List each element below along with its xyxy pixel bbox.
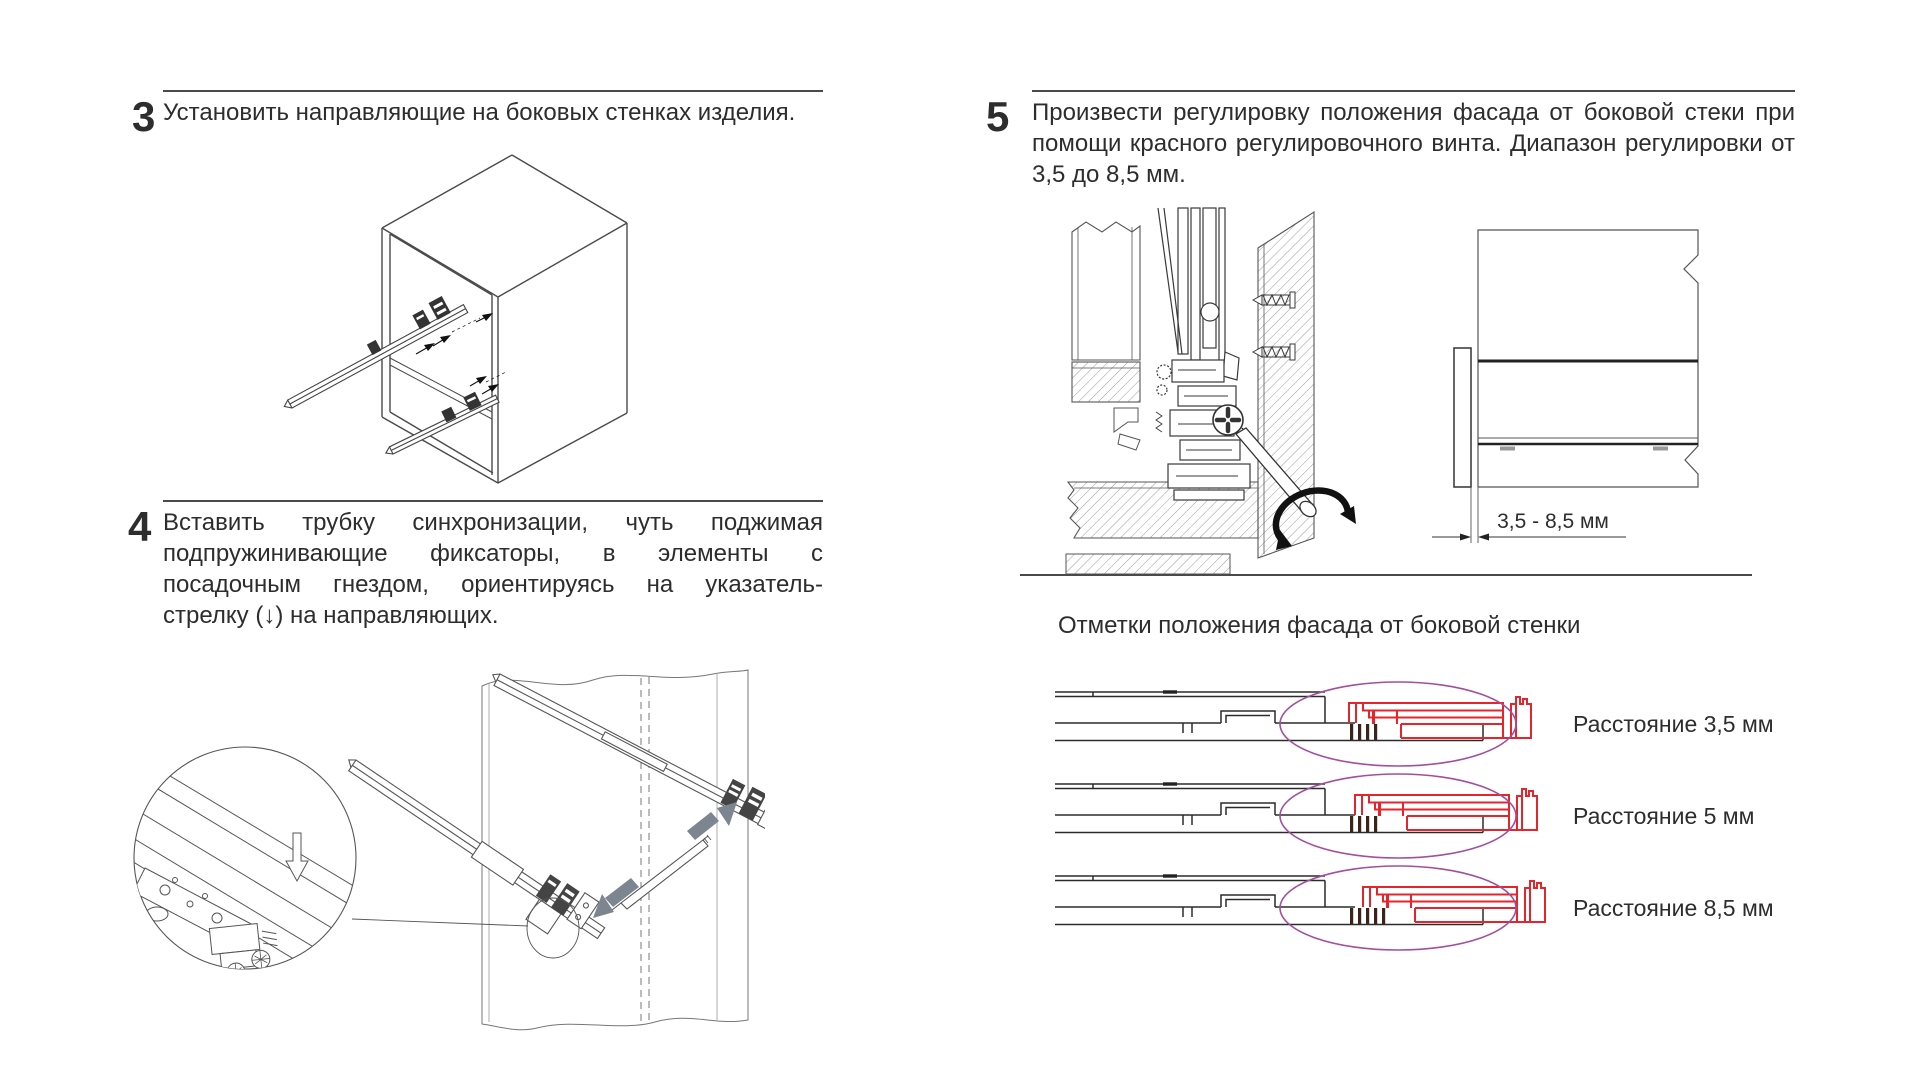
step4-text-line: стрелку (↓) на направляющих.: [163, 602, 499, 629]
scale-ticks: [1350, 908, 1385, 924]
step4-text-line: Вставить трубку синхронизации, чуть поджимая: [163, 509, 823, 536]
facade-position-row-figure: [1053, 864, 1553, 952]
facade-position-row-figure: [1053, 680, 1553, 768]
step3-number: 3: [132, 93, 156, 140]
step3-text-line: Установить направляющие на боковых стенках изделия.: [163, 99, 796, 126]
slide-mechanism: [1156, 208, 1250, 500]
step5-text: [1032, 97, 1795, 190]
step4-text: [163, 507, 823, 631]
slide-profile: [1055, 874, 1483, 924]
lower-band: [1066, 554, 1230, 574]
slide-tab: [1653, 447, 1668, 451]
dimension-label: 3,5 - 8,5 мм: [1497, 510, 1609, 533]
slide-tab: [1500, 447, 1515, 451]
step5-text-line: Произвести регулировку положения фасада от боковой стеки при: [1032, 99, 1795, 126]
scale-ticks: [1350, 816, 1377, 832]
scale-ticks: [1350, 724, 1377, 740]
facade-gap-side-view-figure: [1420, 198, 1780, 558]
mark-row-label: Расстояние 3,5 мм: [1573, 710, 1774, 737]
adjustment-screw: [1213, 405, 1243, 435]
red-adjuster: [1363, 881, 1545, 922]
step5-number: 5: [986, 93, 1010, 140]
slide-profile: [1055, 782, 1483, 832]
mark-row: [1053, 680, 1853, 772]
upper-slide: [274, 289, 468, 411]
step4-text-line: посадочным гнездом, ориентируясь на указатель-: [163, 571, 823, 598]
sync-tube-assembly-figure: [105, 628, 765, 1048]
mark-row-label: Расстояние 8,5 мм: [1573, 894, 1774, 921]
cabinet-isometric-figure: [230, 132, 670, 488]
mark-row-label: Расстояние 5 мм: [1573, 802, 1755, 829]
dimension: [1432, 510, 1626, 541]
magnifier-detail: [105, 746, 387, 990]
mark-row: [1053, 772, 1853, 864]
red-adjuster: [1355, 789, 1537, 830]
facade-panel: [1454, 348, 1471, 487]
step3-top-rule: [163, 90, 823, 92]
side-panel: [482, 670, 748, 1030]
step4-number: 4: [128, 503, 152, 550]
front-bracket: [1114, 408, 1140, 450]
section-divider-rule: [1020, 574, 1752, 576]
drawer-side-panel: [1072, 222, 1140, 360]
facade-position-row-figure: [1053, 772, 1553, 860]
slide-profile: [1055, 690, 1483, 740]
step4-text-line: подпружинивающие фиксаторы, в элементы с: [163, 540, 823, 567]
adjustment-cross-section-figure: [1060, 202, 1405, 574]
step3-text: [163, 97, 823, 128]
lower-slide: [379, 384, 499, 456]
step4-top-rule: [163, 500, 823, 502]
step5-top-rule: [1032, 90, 1795, 92]
step5-text-line: 3,5 до 8,5 мм.: [1032, 161, 1186, 188]
marks-section-heading: Отметки положения фасада от боковой стенки: [1058, 612, 1581, 639]
extension-lines: [1471, 487, 1478, 543]
mark-row: [1053, 864, 1853, 956]
facade-position-rows: [1053, 680, 1853, 956]
step5-text-line: помощи красного регулировочного винта. Диапазон регулировки от: [1032, 130, 1795, 157]
